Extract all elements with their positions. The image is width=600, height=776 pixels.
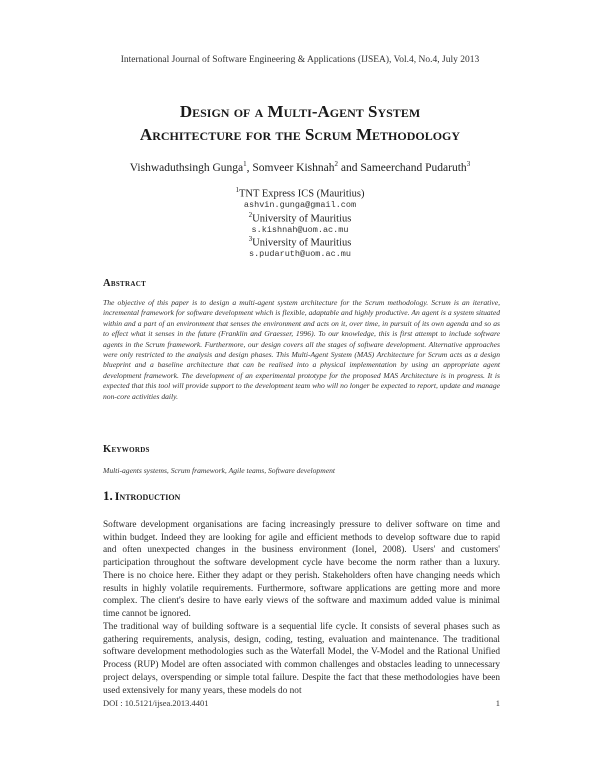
affiliation-email: s.pudaruth@uom.ac.mu: [248, 249, 352, 259]
doi-text: DOI : 10.5121/ijsea.2013.4401: [103, 698, 209, 708]
author-list: [0, 160, 600, 174]
affiliation-name: University of Mauritius: [252, 213, 352, 225]
author-separator: ,: [246, 161, 253, 174]
affiliation-org: [0, 186, 600, 200]
title-line-2: Architecture for the Scrum Methodology: [139, 125, 461, 144]
section-number: 1.: [103, 488, 113, 503]
affiliation-email: s.kishnah@uom.ac.mu: [251, 225, 349, 235]
author-name: Somveer Kishnah: [252, 161, 335, 174]
affiliation-mark: 3: [248, 235, 253, 243]
author-affiliation-mark: 2: [334, 160, 338, 168]
author-separator: and: [337, 161, 361, 174]
body-paragraph: The traditional way of building software is a sequential life cycle. It consists of several phases such as gathering requirements, analysis, design, coding, testing, evaluation and maintenance. The traditional software development methodologies such as the Waterfall Model, the V-Model and the Rational Unified Process (RUP) Model are often associated with common challenges and obstacles leading to unnecessary project delays, overspending or simple total failure. Despite the fact that these methodologies have been used extensively for many years, these models do not: [103, 622, 500, 696]
author-name: Vishwaduthsingh Gunga: [129, 161, 244, 174]
section-title: Introduction: [114, 489, 181, 503]
affiliation-email: ashvin.gunga@gmail.com: [243, 200, 357, 210]
affiliation-mark: 1: [235, 186, 239, 194]
affiliation-mark: 2: [248, 211, 253, 219]
affiliation-org: [0, 211, 600, 225]
author-affiliation-mark: 1: [243, 160, 247, 168]
author-affiliation-mark: 3: [466, 160, 471, 168]
body-paragraph: Software development organisations are facing increasingly pressure to deliver software on time and within budget. Indeed they are looking for agile and efficient methods to develop software due to rapid and often unexpected changes in the business environment (Ionel, 2008). Users' and customers' participation throughout the software development cycle have become the norm rather than a luxury. There is no choice here. Either they adapt or they perish. Stakeholders often have changing needs which results in highly volatile requirements. Furthermore, software applications are getting more and more complex. The client's desire to have early views of the software and maximum added value is minimal time cannot be ignored.: [103, 520, 500, 619]
affiliation-org: [0, 235, 600, 249]
journal-header: International Journal of Software Engineering & Applications (IJSEA), Vol.4, No.4, July 2013: [120, 55, 480, 65]
paper-title: [60, 100, 540, 146]
author-name: Sameerchand Pudaruth: [360, 161, 467, 174]
affiliation-name: University of Mauritius: [252, 237, 352, 249]
section-heading: [103, 488, 180, 504]
affiliation-name: TNT Express ICS (Mauritius): [238, 188, 365, 200]
abstract-heading: Abstract: [103, 278, 147, 289]
title-line-1: Design of a Multi-Agent System: [179, 102, 421, 121]
keywords-body: Multi-agents systems, Scrum framework, Agile teams, Software development: [103, 466, 335, 475]
page-footer: [103, 698, 500, 708]
page-number: 1: [495, 698, 500, 708]
keywords-heading: Keywords: [103, 444, 150, 455]
abstract-body: The objective of this paper is to design a multi-agent system architecture for the Scrum methodology. Scrum is an iterative, incremental framework for software development which is flexible, adaptable and highly productive. An agent is a system situated within and a part of an environment that senses the environment and acts on it, over time, in pursuit of its own agenda and so as to effect what it senses in the future (Franklin and Graesser, 1996). To our knowledge, this is first attempt to include software agents in the Scrum framework. Furthermore, our design covers all the stages of software development. Alternative approaches were only restricted to the analysis and design phases. This Multi-Agent System (MAS) Architecture for Scrum acts as a design blueprint and a baseline architecture that can be realised into a physical implementation by using an appropriate agent development framework. The development of an experimental prototype for the proposed MAS Architecture is in progress. It is expected that this tool will provide support to the development team who will no longer be expected to report, update and manage non-core activities daily.: [103, 298, 500, 401]
